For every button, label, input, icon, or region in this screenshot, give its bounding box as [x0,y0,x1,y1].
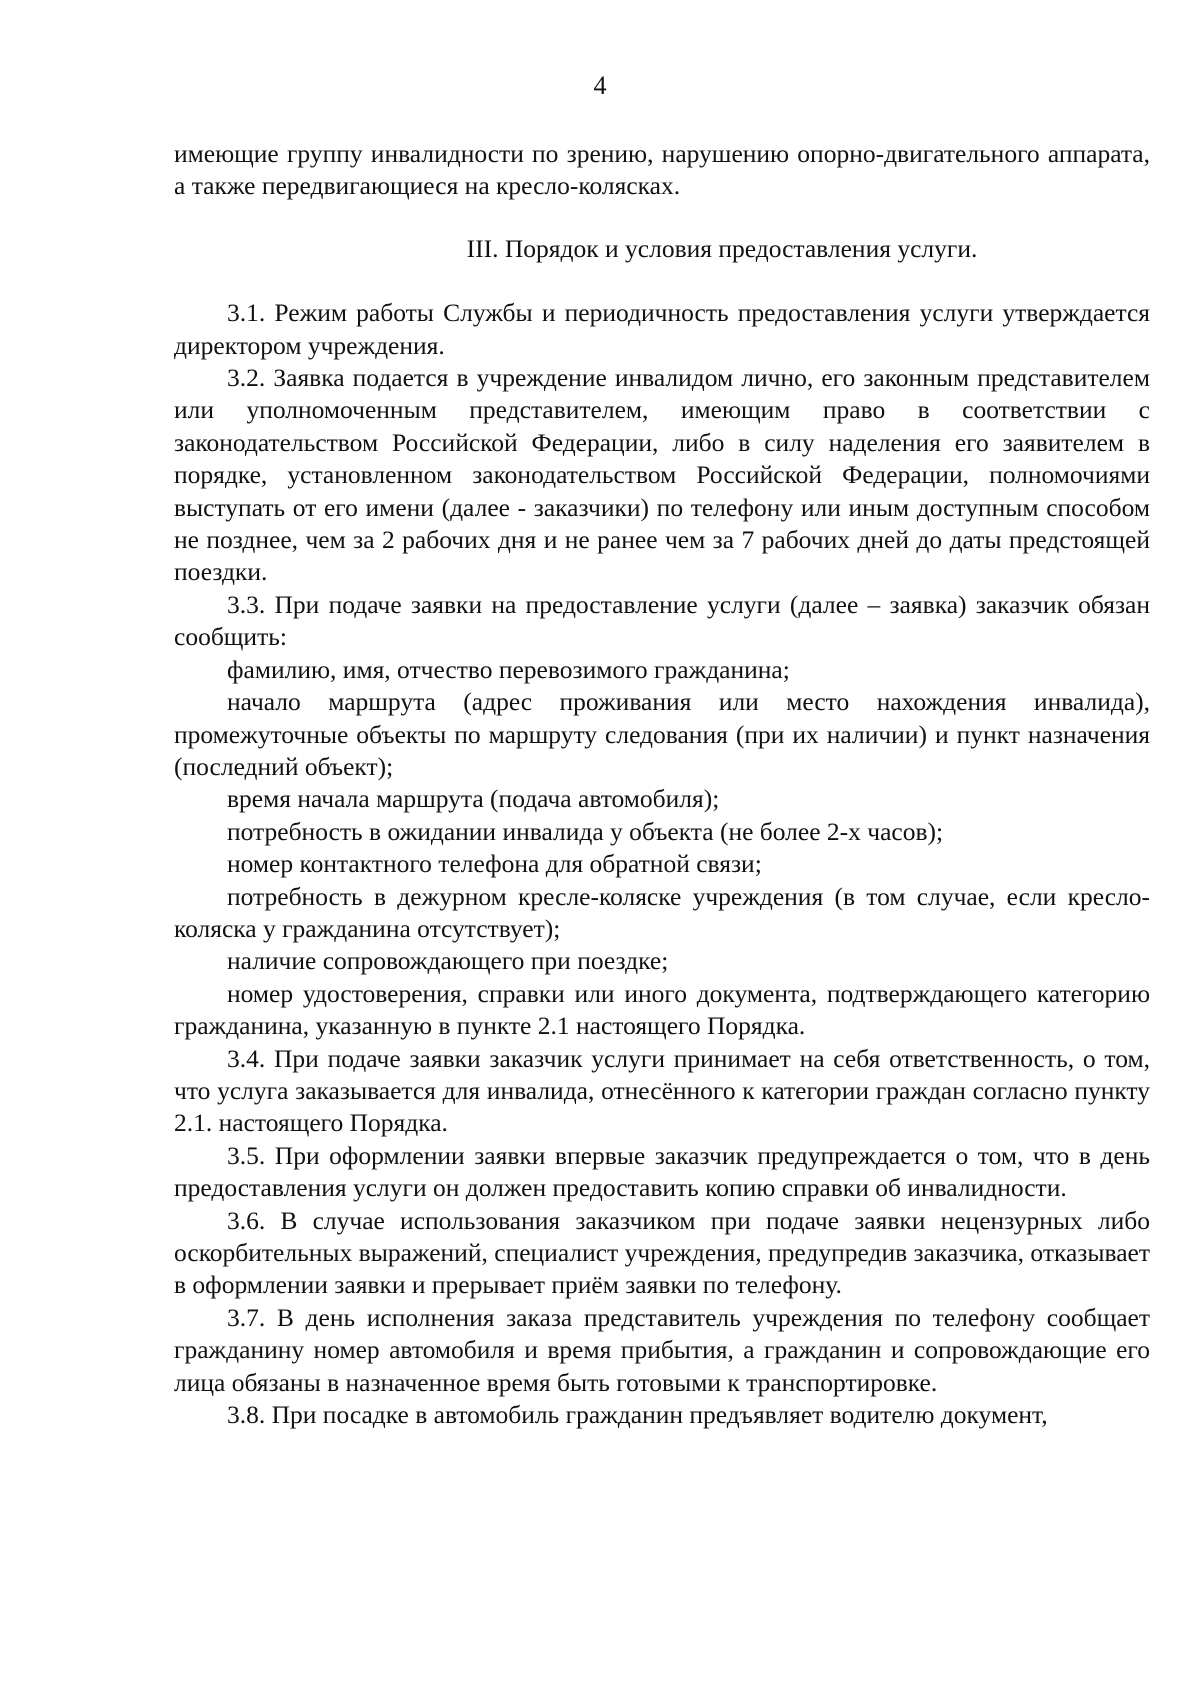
list-item-route-start: начало маршрута (адрес проживания или место нахождения инвалида), промежуточные объекты по маршруту следования (при их наличии) и пункт назначения (последний объект); [174,687,1150,781]
paragraph-3-5: 3.5. При оформлении заявки впервые заказчик предупреждается о том, что в день предоставления услуги он должен предоставить копию справки об инвалидности. [174,1140,1150,1203]
paragraph-3-7: 3.7. В день исполнения заказа представитель учреждения по телефону сообщает гражданину номер автомобиля и время прибытия, а гражданин и сопровождающие его лица обязаны в назначенное время быть готовыми к транспортировке. [174,1302,1150,1397]
paragraph-continuation: имеющие группу инвалидности по зрению, нарушению опорно-двигательного аппарата, а также передвигающиеся на кресло-колясках. [174,139,1150,201]
paragraph-3-2: 3.2. Заявка подается в учреждение инвалидом лично, его законным представителем или уполномоченным представителем, имеющим право в соответствии с законодательством Российской Федерации, либо в силу наделения его заявителем в порядке, установленном законодательством Российской Федерации, полномочиями выступать от его имени (далее - заказчики) по телефону или иным доступным способом не позднее, чем за 2 рабочих дня и не ранее чем за 7 рабочих дней до даты предстоящей поездки. [174,363,1150,587]
document-body [174,138,1150,1431]
paragraph-3-4: 3.4. При подаче заявки заказчик услуги принимает на себя ответственность, о том, что услуга заказывается для инвалида, отнесённого к категории граждан согласно пункту 2.1. настоящего Порядка. [174,1043,1150,1138]
list-item-phone: номер контактного телефона для обратной связи; [227,849,762,879]
list-item-route-time: время начала маршрута (подача автомобиля); [227,784,720,814]
list-item-full-name: фамилию, имя, отчество перевозимого гражданина; [227,654,790,684]
paragraph-3-1: 3.1. Режим работы Службы и периодичность предоставления услуги утверждается директором учреждения. [174,298,1150,360]
section-heading: III. Порядок и условия предоставления услуги. [466,233,978,263]
list-item-waiting: потребность в ожидании инвалида у объекта (не более 2-х часов); [227,816,944,846]
paragraph-3-6: 3.6. В случае использования заказчиком при подаче заявки нецензурных либо оскорбительных выражений, специалист учреждения, предупредив заказчика, отказывает в оформлении заявки и прерывает приём заявки по телефону. [174,1205,1150,1300]
paragraph-3-3: 3.3. При подаче заявки на предоставление услуги (далее – заявка) заказчик обязан сообщить: [174,589,1150,652]
list-item-certificate: номер удостоверения, справки или иного документа, подтверждающего категорию гражданина, указанную в пункте 2.1 настоящего Порядка. [174,978,1150,1041]
list-item-companion: наличие сопровождающего при поездке; [227,946,669,976]
list-item-wheelchair: потребность в дежурном кресле-коляске учреждения (в том случае, если кресло-коляска у гражданина отсутствует); [174,881,1150,943]
paragraph-3-8: 3.8. При посадке в автомобиль гражданин предъявляет водителю документ, [227,1400,1048,1430]
page-number: 4 [593,71,607,100]
